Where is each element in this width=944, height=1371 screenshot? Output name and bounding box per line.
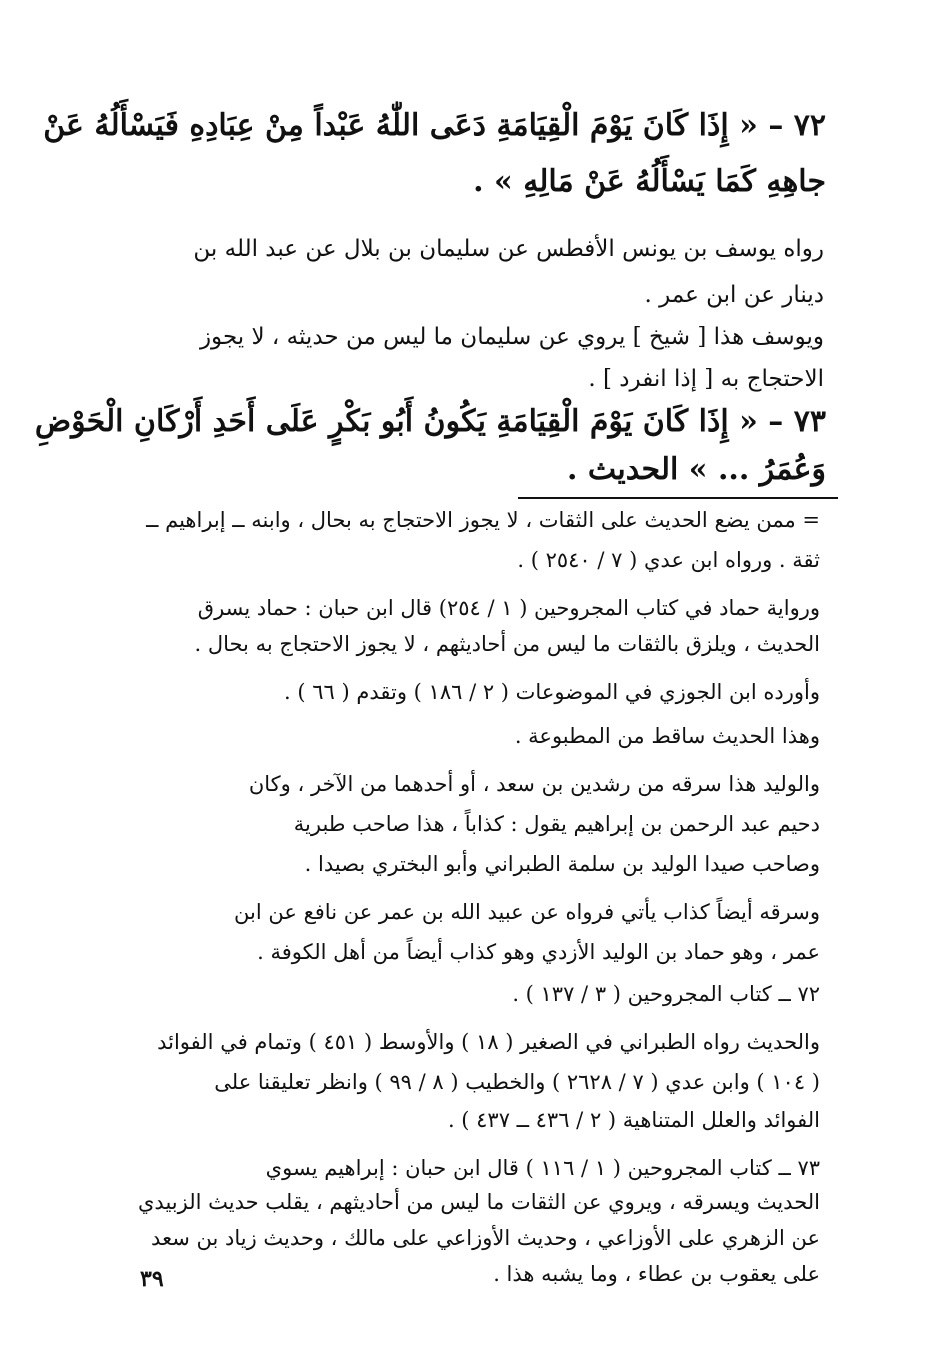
footnote-line: الحديث ويسرقه ، ويروي عن الثقات ما ليس من أحاديثهم ، يقلب حديث الزبيدي [137, 1190, 820, 1214]
footnote-line: ثقة . ورواه ابن عدي ( ٧ / ٢٥٤٠ ) . [517, 548, 820, 572]
footnote-line: وأورده ابن الجوزي في الموضوعات ( ٢ / ١٨٦ ) وتقدم ( ٦٦ ) . [284, 680, 820, 704]
footnote-line: والوليد هذا سرقه من رشدين بن سعد ، أو أحدهما من الآخر ، وكان [248, 772, 820, 796]
footnote-line: ٧٢ ــ كتاب المجروحين ( ٣ / ١٣٧ ) . [512, 982, 820, 1006]
footnote-line: ورواية حماد في كتاب المجروحين ( ١ / ٢٥٤) قال ابن حبان : حماد يسرق [197, 596, 820, 620]
hadith-72-line-2: جاهِهِ كَمَا يَسْأَلُهُ عَنْ مَالِهِ » . [473, 164, 826, 199]
page-number: ٣٩ [140, 1266, 164, 1292]
hadith-73-line-1: ٧٣ – « إِذَا كَانَ يَوْمَ الْقِيَامَةِ يَكُونُ أَبُو بَكْرٍ عَلَى أَحَدِ أَرْكَانِ الْحَوْضِ [34, 404, 826, 439]
commentary-72-line-2: دينار عن ابن عمر . [644, 282, 824, 308]
hadith-73-line-2: وَعُمَرُ ... » الحديث . [567, 452, 826, 487]
commentary-72-line-4: الاحتجاج به [ إذا انفرد ] . [588, 366, 824, 392]
footnote-line: على يعقوب بن عطاء ، وما يشبه هذا . [493, 1262, 820, 1286]
footnote-line: دحيم عبد الرحمن بن إبراهيم يقول : كذاباً ، هذا صاحب طبرية [293, 812, 820, 836]
footnote-line: الفوائد والعلل المتناهية ( ٢ / ٤٣٦ ــ ٤٣٧ ) . [447, 1108, 820, 1132]
hadith-72-line-1: ٧٢ – « إِذَا كَانَ يَوْمَ الْقِيَامَةِ دَعَى اللّٰهُ عَبْداً مِنْ عِبَادِهِ فَيَسْأَلُهُ عَنْ [43, 108, 826, 143]
commentary-72-line-3: ويوسف هذا [ شيخ ] يروي عن سليمان ما ليس من حديثه ، لا يجوز [199, 324, 824, 350]
footnote-line: وهذا الحديث ساقط من المطبوعة . [514, 724, 820, 748]
footnote-line: والحديث رواه الطبراني في الصغير ( ١٨ ) والأوسط ( ٤٥١ ) وتمام في الفوائد [157, 1030, 820, 1054]
footnote-line: وصاحب صيدا الوليد بن سلمة الطبراني وأبو البختري بصيدا . [304, 852, 820, 876]
footnote-line: ( ١٠٤ ) وابن عدي ( ٧ / ٢٦٢٨ ) والخطيب ( ٨ / ٩٩ ) وانظر تعليقنا على [214, 1070, 820, 1094]
footnote-line: وسرقه أيضاً كذاب يأتي فرواه عن عبيد الله بن عمر عن نافع عن ابن [234, 900, 820, 924]
commentary-72-line-1: رواه يوسف بن يونس الأفطس عن سليمان بن بلال عن عبد الله بن [193, 236, 824, 262]
footnote-line: الحديث ، ويلزق بالثقات ما ليس من أحاديثهم ، لا يجوز الاحتجاج به بحال . [194, 632, 820, 656]
footnote-line: ٧٣ ــ كتاب المجروحين ( ١ / ١١٦ ) قال ابن حبان : إبراهيم يسوي [265, 1156, 820, 1180]
footnote-line: = ممن يضع الحديث على الثقات ، لا يجوز الاحتجاج به بحال ، وابنه ــ إبراهيم ــ [146, 508, 820, 532]
footnote-separator [518, 497, 838, 499]
footnote-line: عن الزهري على الأوزاعي ، وحديث الأوزاعي على مالك ، وحديث زياد بن سعد [151, 1226, 820, 1250]
footnote-line: عمر ، وهو حماد بن الوليد الأزدي وهو كذاب أيضاً من أهل الكوفة . [257, 940, 820, 964]
